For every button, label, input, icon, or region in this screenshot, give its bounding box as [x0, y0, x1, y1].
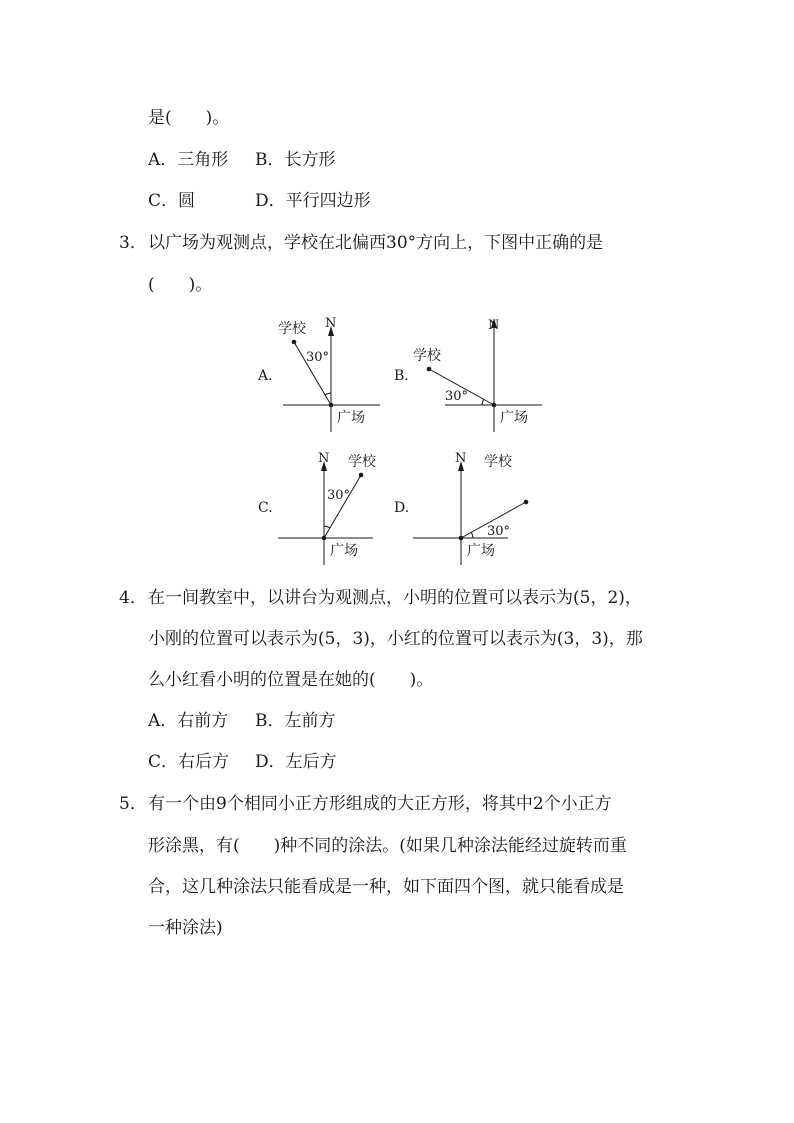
figure-a-school-point — [292, 340, 297, 345]
figure-a-north-label: N — [325, 316, 337, 331]
figure-a-square-label: 广场 — [337, 410, 365, 426]
figure-d-school-point — [524, 500, 529, 505]
q3-stem-line2: ( )。 — [148, 275, 213, 295]
q2-option-b[interactable]: B．长方形 — [255, 150, 336, 170]
figure-b-school-label: 学校 — [413, 348, 441, 364]
figure-d-square-label: 广场 — [467, 543, 495, 559]
figure-a-angle-arc — [325, 393, 331, 395]
figure-a-option-label: A. — [258, 368, 273, 384]
figure-c-north-label: N — [318, 451, 330, 466]
q2-option-d[interactable]: D．平行四边形 — [255, 191, 371, 211]
q3-stem-line1: 以广场为观测点，学校在北偏西30°方向上，下图中正确的是 — [148, 233, 604, 253]
q2-line-end: 是( )。 — [148, 108, 230, 128]
q5-line3: 合，这几种涂法只能看成是一种，如下面四个图，就只能看成是 — [148, 877, 624, 897]
q4-option-c[interactable]: C．右后方 — [148, 752, 230, 772]
figure-c-option-label: C. — [258, 500, 273, 516]
figure-b-square-point — [492, 403, 497, 408]
figure-c-angle-arc — [324, 526, 330, 528]
q4-line3: 么小红看小明的位置是在她的( )。 — [148, 670, 434, 690]
figure-b-school-point — [427, 367, 432, 372]
figure-b-square-label: 广场 — [500, 410, 528, 426]
figure-c[interactable] — [258, 451, 377, 565]
figure-d-angle-arc — [471, 532, 473, 538]
figure-c-school-line — [324, 475, 361, 538]
figure-b-north-label: N — [488, 318, 500, 333]
q4-line2: 小刚的位置可以表示为(5，3)，小红的位置可以表示为(3，3)，那 — [148, 629, 643, 649]
figure-d-square-point — [459, 536, 464, 541]
figure-c-school-label: 学校 — [348, 454, 376, 470]
q4-number: 4． — [119, 588, 147, 608]
figure-d-option-label: D. — [394, 500, 410, 516]
figure-a[interactable] — [257, 316, 380, 432]
q5-line2: 形涂黑，有( )种不同的涂法。(如果几种涂法能经过旋转而重 — [148, 836, 627, 856]
q4-option-a[interactable]: A．右前方 — [148, 711, 229, 731]
figure-b-angle-label: 30° — [445, 389, 469, 404]
q5-line1: 有一个由9个相同小正方形组成的大正方形，将其中2个小正方 — [148, 794, 612, 814]
q4-line1: 在一间教室中，以讲台为观测点，小明的位置可以表示为(5，2)， — [148, 588, 642, 608]
q3-number: 3． — [119, 233, 147, 253]
q5-number: 5． — [119, 794, 147, 814]
figure-d[interactable] — [394, 451, 528, 565]
figure-c-angle-label: 30° — [327, 488, 351, 503]
figure-c-square-label: 广场 — [330, 543, 358, 559]
q5-line4: 一种涂法) — [148, 918, 223, 938]
figure-d-school-label: 学校 — [484, 454, 512, 470]
figure-b-angle-arc — [482, 399, 484, 405]
figure-d-north-label: N — [455, 451, 467, 466]
figure-c-school-point — [359, 473, 364, 478]
figure-b-option-label: B. — [394, 368, 409, 384]
q2-option-c[interactable]: C．圆 — [148, 191, 196, 211]
figure-a-square-point — [329, 403, 334, 408]
q4-option-b[interactable]: B．左前方 — [255, 711, 336, 731]
figure-a-school-label: 学校 — [278, 321, 306, 337]
q4-option-d[interactable]: D．左后方 — [255, 752, 337, 772]
q2-option-a[interactable]: A．三角形 — [148, 150, 229, 170]
figure-a-angle-label: 30° — [306, 350, 330, 365]
figure-c-square-point — [322, 536, 327, 541]
figure-b[interactable] — [394, 318, 542, 432]
figure-d-angle-label: 30° — [487, 524, 511, 539]
